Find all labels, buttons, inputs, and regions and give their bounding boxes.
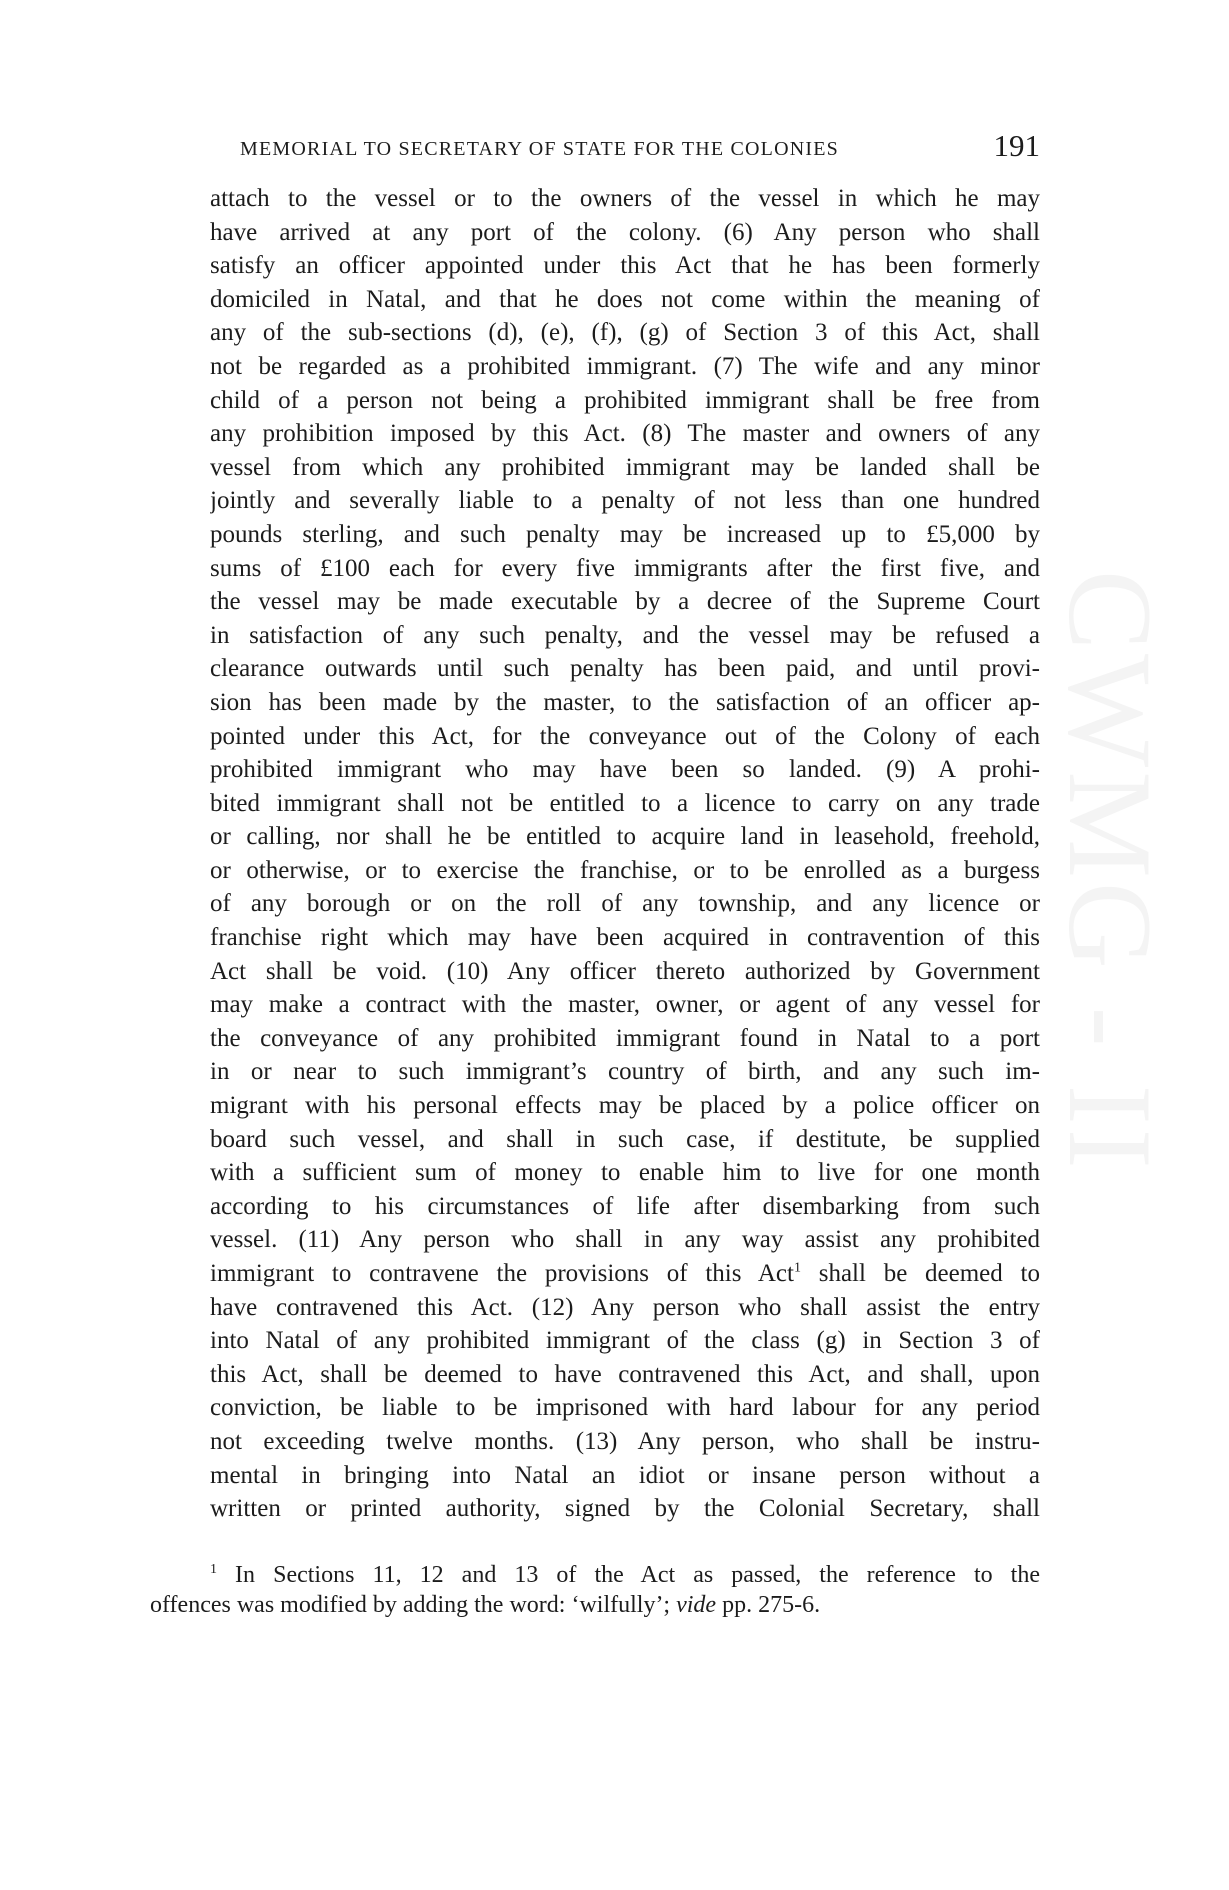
footnote — [150, 1560, 1040, 1620]
page-number: 191 — [993, 128, 1040, 163]
body-line: satisfy an officer appointed under this Act that he has been formerly — [210, 252, 1040, 280]
body-line: jointly and severally liable to a penalty of not less than one hundred — [210, 487, 1040, 515]
body-lines-head — [210, 182, 1040, 1257]
body-line: domiciled in Natal, and that he does not come within the meaning of — [210, 285, 1040, 313]
body-line: Act shall be void. (10) Any officer thereto authorized by Government — [210, 957, 1040, 985]
body-line: not be regarded as a prohibited immigrant. (7) The wife and any minor — [210, 352, 1040, 380]
body-line: with a sufficient sum of money to enable him to live for one month — [210, 1159, 1040, 1187]
body-line: of any borough or on the roll of any township, and any licence or — [210, 890, 1040, 918]
body-line: or calling, nor shall he be entitled to acquire land in leasehold, freehold, — [210, 823, 1040, 851]
footnote-text: In Sections 11, 12 and 13 of the Act as passed, the reference to the — [217, 1562, 1040, 1588]
footnote-text: pp. 275-6. — [716, 1592, 821, 1618]
body-line: sion has been made by the master, to the satisfaction of an officer ap- — [210, 688, 1040, 716]
body-lines-tail — [210, 1291, 1040, 1526]
body-line: written or printed authority, signed by the Colonial Secretary, shall — [210, 1495, 1040, 1523]
body-line: conviction, be liable to be imprisoned with hard labour for any period — [210, 1394, 1040, 1422]
body-line: vessel. (11) Any person who shall in any way assist any prohibited — [210, 1226, 1040, 1254]
body-line: child of a person not being a prohibited immigrant shall be free from — [210, 386, 1040, 414]
body-line: sums of £100 each for every five immigrants after the first five, and — [210, 554, 1040, 582]
body-line: migrant with his personal effects may be placed by a police officer on — [210, 1092, 1040, 1120]
body-line: according to his circumstances of life after disembarking from such — [210, 1192, 1040, 1220]
body-line: vessel from which any prohibited immigrant may be landed shall be — [210, 453, 1040, 481]
body-line: mental in bringing into Natal an idiot or insane person without a — [210, 1461, 1040, 1489]
footnote-reference[interactable]: 1 — [793, 1260, 801, 1276]
body-line: into Natal of any prohibited immigrant of the class (g) in Section 3 of — [210, 1327, 1040, 1355]
watermark: CWMG - II — [1044, 570, 1177, 1173]
body-line — [210, 1257, 1040, 1291]
body-line: have contravened this Act. (12) Any person who shall assist the entry — [210, 1293, 1040, 1321]
footnote-vide: vide — [676, 1592, 717, 1618]
body-line: any of the sub-sections (d), (e), (f), (g) of Section 3 of this Act, shall — [210, 319, 1040, 347]
footnote-text: offences was modified by adding the word: ‘wilfully’; — [150, 1592, 677, 1618]
body-line: attach to the vessel or to the owners of the vessel in which he may — [210, 185, 1040, 212]
body-line: in satisfaction of any such penalty, and the vessel may be refused a — [210, 621, 1040, 649]
body-line: the conveyance of any prohibited immigrant found in Natal to a port — [210, 1024, 1040, 1052]
body-line: any prohibition imposed by this Act. (8) The master and owners of any — [210, 420, 1040, 448]
running-head: MEMORIAL TO SECRETARY OF STATE FOR THE COLONIES — [240, 138, 839, 160]
body-line: board such vessel, and shall in such case, if destitute, be supplied — [210, 1125, 1040, 1153]
body-line: clearance outwards until such penalty has been paid, and until provi- — [210, 655, 1040, 683]
body-line: have arrived at any port of the colony. (6) Any person who shall — [210, 218, 1040, 246]
body-line: bited immigrant shall not be entitled to a licence to carry on any trade — [210, 789, 1040, 817]
body-line: may make a contract with the master, owner, or agent of any vessel for — [210, 991, 1040, 1019]
page-header — [240, 128, 1040, 168]
body-line: the vessel may be made executable by a decree of the Supreme Court — [210, 588, 1040, 616]
body-line: not exceeding twelve months. (13) Any person, who shall be instru- — [210, 1427, 1040, 1455]
footnote-mark: 1 — [210, 1562, 217, 1577]
body-line: in or near to such immigrant’s country of birth, and any such im- — [210, 1058, 1040, 1086]
body-line: pointed under this Act, for the conveyance out of the Colony of each — [210, 722, 1040, 750]
body-line: pounds sterling, and such penalty may be increased up to £5,000 by — [210, 520, 1040, 548]
line-text: immigrant to contravene the provisions of this Act — [210, 1260, 794, 1287]
footnote-line — [150, 1560, 1040, 1590]
body-line: franchise right which may have been acquired in contravention of this — [210, 924, 1040, 952]
footnote-line — [150, 1590, 1040, 1620]
body-text — [210, 182, 1040, 1526]
body-line: prohibited immigrant who may have been so landed. (9) A prohi- — [210, 756, 1040, 784]
body-line: this Act, shall be deemed to have contravened this Act, and shall, upon — [210, 1360, 1040, 1388]
line-text: shall be deemed to — [800, 1260, 1040, 1287]
body-line: or otherwise, or to exercise the franchise, or to be enrolled as a burgess — [210, 856, 1040, 884]
